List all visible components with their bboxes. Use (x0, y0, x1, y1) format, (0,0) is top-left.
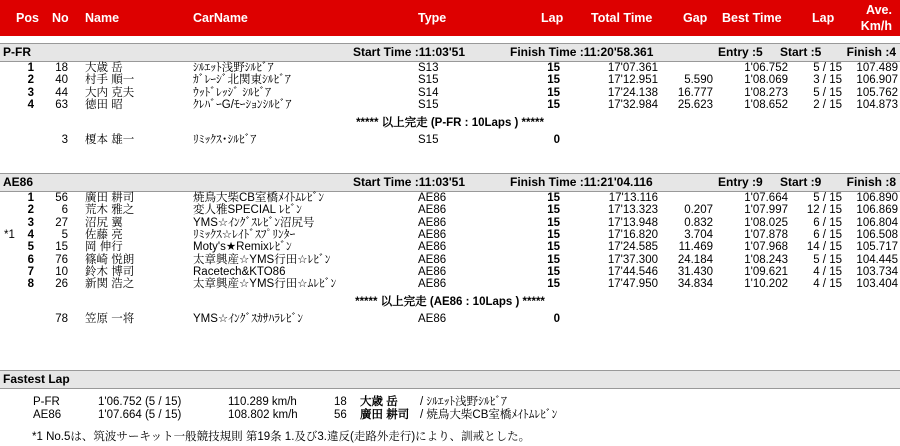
cell-gap: 0.832 (684, 216, 713, 229)
cell-type: S15 (418, 98, 439, 111)
cell-best-lap: 12 / 15 (806, 204, 842, 217)
cell-car: YMS☆ｲﾝｸﾞｽﾚﾋﾞﾝ沼尻号 (193, 216, 315, 229)
cell-lap: 15 (547, 228, 560, 241)
col-type: Type (418, 11, 447, 25)
cell-car: ｸﾚﾊﾞｰG/ﾓｰｼｮﾝｼﾙﾋﾞｱ (193, 98, 292, 111)
cell-no: 56 (55, 192, 68, 204)
cell-car: 焼鳥大柴CB室橋ﾒｲﾄﾑﾚﾋﾞﾝ (193, 192, 324, 204)
cell-car: 太章興産☆YMS行田☆ﾑﾚﾋﾞﾝ (193, 278, 337, 291)
cell-lap: 15 (547, 241, 560, 254)
cell-total: 17'13.323 (607, 204, 658, 217)
cell-total: 17'13.116 (608, 192, 658, 204)
cell-ave: 106.804 (856, 216, 898, 229)
cell-total: 17'24.585 (607, 241, 658, 254)
cell-best: 1'08.652 (744, 98, 788, 111)
cell-no: 5 (61, 228, 68, 241)
cell-car: ｼﾙｴｯﾄ浅野ｼﾙﾋﾞｱ (193, 62, 274, 74)
cell-pos: 3 (27, 86, 34, 99)
cell-name: 荒木 雅之 (85, 204, 135, 217)
fastest-time: 1'07.664 (5 / 15) (98, 409, 182, 421)
fastest-car: / ｼﾙｴｯﾄ浅野ｼﾙﾋﾞｱ (420, 396, 507, 408)
fastest-speed: 108.802 km/h (228, 409, 298, 421)
cell-pos: 3 (27, 216, 34, 229)
cell-best: 1'08.025 (744, 216, 788, 229)
finish-count: Finish :4 (846, 45, 896, 59)
cell-lap: 0 (553, 134, 560, 147)
cell-no: 78 (55, 313, 68, 326)
cell-type: AE86 (418, 265, 447, 278)
cell-ave: 106.508 (856, 228, 898, 241)
cell-name: 沼尻 翼 (85, 216, 123, 229)
class-name: P-FR (3, 45, 31, 59)
cell-best-lap: 4 / 15 (813, 278, 842, 291)
cell-type: S13 (418, 62, 439, 74)
cell-car: ﾘﾐｯｸｽ･ｼﾙﾋﾞｱ (193, 134, 257, 147)
fastest-car: / 焼鳥大柴CB室橋ﾒｲﾄﾑﾚﾋﾞﾝ (420, 409, 558, 421)
footnote: *1 No.5は、筑波サーキット一般競技規則 第19条 1.及び3.違反(走路外走行)により、訓戒とした。 (32, 431, 531, 443)
col-total: Total Time (591, 11, 653, 25)
cell-total: 17'07.361 (607, 62, 658, 74)
cell-best: 1'08.273 (744, 86, 788, 99)
table-row (0, 278, 900, 290)
cell-name: 笠原 一将 (85, 313, 135, 326)
cell-best: 1'06.752 (744, 62, 788, 74)
table-row (0, 241, 900, 253)
cell-no: 10 (55, 265, 68, 278)
cell-car: ｳｯﾄﾞﾚｯｼﾞ ｼﾙﾋﾞｱ (193, 86, 271, 99)
cell-gap: 5.590 (684, 74, 713, 87)
finish-note: ***** 以上完走 (AE86 : 10Laps ) ***** (355, 296, 545, 309)
cell-name: 徳田 昭 (85, 98, 123, 111)
cell-car: ﾘﾐｯｸｽ☆ﾚｲﾄﾞｽﾌﾟﾘﾝﾀｰ (193, 228, 296, 241)
cell-lap: 15 (547, 265, 560, 278)
cell-gap: 24.184 (677, 253, 713, 266)
cell-ave: 105.717 (856, 241, 898, 254)
fastest-class: AE86 (33, 409, 62, 421)
cell-name: 大内 克夫 (85, 86, 135, 99)
cell-name: 篠崎 悦朗 (85, 253, 135, 266)
cell-no: 3 (61, 134, 68, 147)
cell-name: 廣田 耕司 (85, 192, 135, 204)
col-best: Best Time (722, 11, 782, 25)
fastest-no: 18 (334, 396, 347, 408)
fastest-driver: 大歳 岳 (360, 396, 398, 408)
cell-name: 佐藤 亮 (85, 228, 123, 241)
cell-best-lap: 3 / 15 (813, 74, 842, 87)
cell-name: 榎本 雄一 (85, 134, 135, 147)
cell-name: 村手 順一 (85, 74, 135, 87)
cell-ave: 106.890 (856, 192, 898, 204)
cell-pos: 1 (27, 62, 34, 74)
start-count: Start :5 (780, 45, 822, 59)
cell-lap: 15 (547, 98, 560, 111)
cell-pos: 1 (27, 192, 34, 204)
penalty-mark: *1 (4, 228, 15, 241)
class-header (0, 173, 900, 192)
start-time: Start Time :11:03'51 (353, 175, 466, 189)
cell-car: 変人雅SPECIAL ﾚﾋﾞﾝ (193, 204, 302, 217)
cell-ave: 104.873 (856, 98, 898, 111)
cell-name: 大歳 岳 (85, 62, 123, 74)
table-row (0, 229, 900, 241)
cell-ave: 104.445 (856, 253, 898, 266)
cell-total: 17'44.546 (607, 265, 658, 278)
cell-pos: 5 (27, 241, 34, 254)
cell-best: 1'07.997 (744, 204, 788, 217)
cell-best: 1'07.664 (744, 192, 788, 204)
table-row (0, 134, 900, 146)
cell-lap: 15 (547, 278, 560, 291)
cell-no: 18 (55, 62, 68, 74)
cell-lap: 15 (547, 62, 560, 74)
cell-total: 17'16.820 (607, 228, 658, 241)
cell-ave: 106.907 (856, 74, 898, 87)
col-ave: Ave. (866, 3, 892, 17)
cell-ave: 103.734 (856, 265, 898, 278)
cell-no: 76 (55, 253, 68, 266)
cell-car: Moty's★Remixﾚﾋﾞﾝ (193, 241, 292, 254)
cell-type: AE86 (418, 313, 447, 326)
cell-pos: 7 (27, 265, 34, 278)
table-row (0, 313, 900, 325)
cell-total: 17'32.984 (607, 98, 658, 111)
col-pos: Pos (16, 11, 39, 25)
cell-name: 新関 浩之 (85, 278, 135, 291)
cell-best-lap: 5 / 15 (813, 86, 842, 99)
finish-time: Finish Time :11:20'58.361 (510, 45, 654, 59)
cell-best-lap: 6 / 15 (813, 228, 842, 241)
cell-no: 40 (55, 74, 68, 87)
col-no: No (52, 11, 69, 25)
results-header (0, 0, 900, 36)
cell-lap: 0 (553, 313, 560, 326)
col-carname: CarName (193, 11, 248, 25)
col-lap2: Lap (812, 11, 835, 25)
fastest-speed: 110.289 km/h (228, 396, 297, 408)
cell-pos: 4 (27, 228, 34, 241)
cell-car: Racetech&KTO86 (193, 265, 286, 278)
cell-ave: 106.869 (856, 204, 898, 217)
cell-total: 17'24.138 (607, 86, 658, 99)
cell-lap: 15 (547, 86, 560, 99)
cell-best-lap: 5 / 15 (813, 192, 842, 204)
cell-best: 1'07.878 (744, 228, 788, 241)
cell-type: AE86 (418, 278, 447, 291)
table-row (0, 99, 900, 111)
cell-best: 1'08.069 (744, 74, 788, 87)
table-row (0, 74, 900, 86)
cell-name: 岡 伸行 (85, 241, 123, 254)
cell-best-lap: 14 / 15 (806, 241, 842, 254)
cell-type: S14 (418, 86, 439, 99)
cell-total: 17'37.300 (607, 253, 658, 266)
cell-best-lap: 4 / 15 (813, 265, 842, 278)
table-row (0, 87, 900, 99)
cell-best-lap: 5 / 15 (813, 62, 842, 74)
finish-note: ***** 以上完走 (P-FR : 10Laps ) ***** (356, 117, 544, 130)
table-row (0, 204, 900, 216)
cell-type: AE86 (418, 216, 447, 229)
cell-type: AE86 (418, 253, 447, 266)
cell-ave: 105.762 (856, 86, 898, 99)
cell-lap: 15 (547, 204, 560, 217)
cell-ave: 107.489 (856, 62, 898, 74)
cell-no: 26 (55, 278, 68, 291)
fastest-lap-header (0, 370, 900, 389)
cell-ave: 103.404 (856, 278, 898, 291)
cell-gap: 34.834 (677, 278, 713, 291)
cell-type: AE86 (418, 228, 447, 241)
cell-car: ｶﾞﾚｰｼﾞ北関東ｼﾙﾋﾞｱ (193, 74, 291, 87)
cell-gap: 3.704 (684, 228, 713, 241)
cell-best-lap: 5 / 15 (813, 253, 842, 266)
col-lap: Lap (541, 11, 564, 25)
cell-type: S15 (418, 74, 439, 87)
cell-lap: 15 (547, 253, 560, 266)
cell-best-lap: 2 / 15 (813, 98, 842, 111)
cell-no: 27 (55, 216, 68, 229)
cell-gap: 0.207 (684, 204, 713, 217)
fastest-no: 56 (334, 409, 347, 421)
cell-pos: 2 (27, 204, 34, 217)
cell-lap: 15 (547, 74, 560, 87)
fastest-driver: 廣田 耕司 (360, 409, 410, 421)
cell-gap: 31.430 (677, 265, 713, 278)
fastest-lap-row (0, 396, 900, 408)
table-row (0, 62, 900, 74)
table-row (0, 254, 900, 266)
cell-lap: 15 (547, 216, 560, 229)
cell-best: 1'08.243 (744, 253, 788, 266)
cell-best: 1'07.968 (744, 241, 788, 254)
cell-car: 太章興産☆YMS行田☆ﾚﾋﾞﾝ (193, 253, 331, 266)
fastest-lap-title: Fastest Lap (3, 372, 70, 386)
fastest-class: P-FR (33, 396, 60, 408)
col-gap: Gap (683, 11, 708, 25)
cell-best: 1'09.621 (744, 265, 788, 278)
cell-type: AE86 (418, 204, 447, 217)
cell-car: YMS☆ｲﾝｸﾞｽｶｻﾊﾗﾚﾋﾞﾝ (193, 313, 303, 326)
cell-total: 17'47.950 (607, 278, 658, 291)
finish-count: Finish :8 (846, 175, 896, 189)
cell-pos: 8 (27, 278, 34, 291)
col-kmh: Km/h (860, 19, 892, 33)
cell-pos: 2 (27, 74, 34, 87)
cell-type: S15 (418, 134, 439, 147)
cell-no: 44 (55, 86, 68, 99)
finish-time: Finish Time :11:21'04.116 (510, 175, 653, 189)
fastest-lap-row (0, 409, 900, 421)
cell-lap: 15 (547, 192, 560, 204)
cell-no: 6 (61, 204, 68, 217)
cell-gap: 25.623 (677, 98, 713, 111)
cell-total: 17'12.951 (607, 74, 658, 87)
col-name: Name (85, 11, 120, 25)
cell-best: 1'10.202 (744, 278, 788, 291)
cell-pos: 6 (27, 253, 34, 266)
cell-no: 63 (55, 98, 68, 111)
cell-gap: 11.469 (678, 241, 713, 254)
class-header (0, 43, 900, 62)
entry-count: Entry :9 (718, 175, 763, 189)
cell-gap: 16.777 (677, 86, 713, 99)
start-count: Start :9 (780, 175, 822, 189)
cell-name: 鈴木 博司 (85, 265, 135, 278)
entry-count: Entry :5 (718, 45, 763, 59)
cell-best-lap: 6 / 15 (813, 216, 842, 229)
start-time: Start Time :11:03'51 (353, 45, 466, 59)
table-row (0, 217, 900, 229)
cell-type: AE86 (418, 241, 447, 254)
cell-type: AE86 (418, 192, 447, 204)
table-row (0, 192, 900, 204)
class-name: AE86 (3, 175, 34, 189)
cell-no: 15 (55, 241, 68, 254)
table-row (0, 266, 900, 278)
cell-pos: 4 (27, 98, 34, 111)
fastest-time: 1'06.752 (5 / 15) (98, 396, 182, 408)
cell-total: 17'13.948 (607, 216, 658, 229)
